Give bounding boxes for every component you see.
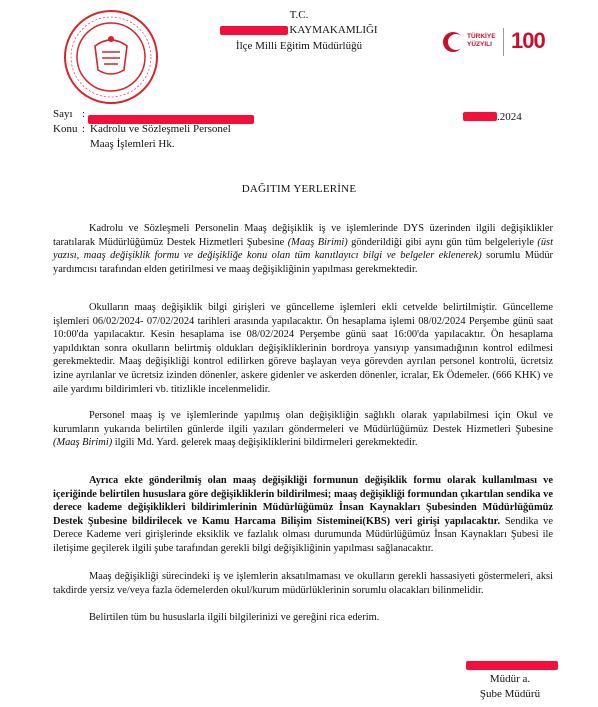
redaction [463, 112, 497, 121]
paragraph-4 [53, 474, 553, 556]
paragraph-5 [53, 570, 553, 597]
p1-text-c: gönderildiği gibi aynı gün tüm belgeleriyle [347, 236, 538, 248]
p4-text-rest: Sendika ve Derece Kademe veri girişlerinde eksiklik ve fazlalık olması durumunda Müdürlüğümüz İnsan Kaynakları Şubesi ile iletişime geçilerek ilgili şube tarafından gerekli bilgi değişikliğinin yapılması sağlanacaktır. [53, 515, 553, 554]
sayi-label: Sayı [53, 108, 73, 120]
paragraph-2 [53, 301, 553, 396]
redaction [220, 26, 288, 35]
logo-text-yuzyili: YÜZYILI [467, 41, 492, 48]
redaction [466, 661, 558, 670]
konu-line2: Maaş İşlemleri Hk. [90, 138, 175, 150]
p5-text: Maaş değişikliği sürecindeki iş ve işlemlerin aksatılmaması ve okulların gerekli hassasiyeti göstermeleri, aksi takdirde yersiz ve/veya fazla ödemelerden okul/kurum müdürlüklerinin sorumlu olacakları bilinmelidir. [53, 571, 553, 596]
header-kaymakamlik-text: KAYMAKAMLIĞI [289, 24, 378, 36]
p1-text-a: Kadrolu ve Sözleşmeli Personelin Maaş değişiklik iş ve işlemlerinde DYS üzerinden ilgili değişiklikler taratılarak Müdürlüğümüz Destek Hizmetleri Şubesine [53, 223, 553, 248]
p3-italic-b: (Maaş Birimi) [53, 437, 113, 449]
distribution-title: DAĞITIM YERLERİNE [241, 183, 357, 195]
konu-line1: Kadrolu ve Sözleşmeli Personel [90, 123, 231, 135]
paragraph-1 [53, 222, 553, 276]
p1-italic-b: (Maaş Birimi) [287, 236, 348, 248]
konu-sep: : [82, 123, 86, 135]
p3-text-a: Personel maaş iş ve işlemlerinde yapılmış olan değişikliğin sağlıklı olarak yapılabilmesi için Okul ve kurumların yukarıda belirtilen günlerde ilgili yazıları göndermeleri ve Müdürlüğümüz Destek Hizmetleri Şubesine [53, 410, 553, 435]
p2-text: Okulların maaş değişiklik bilgi girişleri ve güncelleme işlemleri ekli cetvelde belirtilmiştir. Güncelleme işlemleri 06/02/2024- 07/02/2024 tarihleri arasında yapılacaktır. Ön hesaplama işlemi 08/02/2024 Perşembe günü saat 10:00'da yapılacaktır. Kesin hesaplama ise 08/02/2024 Perşembe günü saat 16:00'da yapılacaktır. Ön hesaplama yapıldıktan sonra okulların belirtmiş oldukları değişikliklerinin bordroya yansıyıp yansımadığının kontrol edilmesi gerekmektedir. Maaş değişikliği kontrol edilirken göreve başlayan veya görevden ayrılan personel kontrolü, ücretsiz izine ayrılanlar ve ücretsiz izinden dönenler, askere gidenler ve askerden dönenler, icralar, Ek Ödemeler. (666 KHK) ve aile yardımı bildirimleri vb. titizlikle incelenmelidir. [53, 302, 553, 395]
p1-text-e: sorumlu Müdür yardımcısı tarafından elden getirilmesi ve maaş değişikliğinin yapılması gerekmektedir. [53, 250, 553, 275]
ministry-seal [62, 8, 160, 106]
p1-italic-d: (üst yazısı, maaş değişiklik formu ve değişikliğe konu olan tüm kanıtlayıcı bilgi ve belgeler eklenerek) [53, 236, 553, 262]
date-suffix: .2024 [497, 111, 522, 123]
logo-100: 100 [511, 28, 545, 53]
header-directorate: İlçe Milli Eğitim Müdürlüğü [235, 40, 363, 52]
sayi-sep: : [82, 108, 86, 120]
p4-bold-text: Ayrıca ekte gönderilmiş olan maaş değişikliği formunun değişiklik formu olarak kullanılması ve içeriğinde belirtilen hususlara göre değişikliklerin bildirilmesi; maaş değişikliği formundan çıkartılan sendika ve derece kademe değişiklikleri bildirimlerinin Müdürlüğümüz İnsan Kaynakları Şubesinden Müdürlüğümüz Destek Şubesine bildirilecek ve Kamu Harcama Bilişim Sisteminei(KBS) veri girişi yapılacaktır. [53, 475, 553, 527]
paragraph-6 [53, 611, 553, 625]
turkiye-yuzyili-logo [441, 28, 571, 58]
konu-label: Konu [53, 123, 78, 135]
p3-text-c: ilgili Md. Yard. gelerek maaş değişikliklerini bildirmeleri gerekmektedir. [112, 437, 418, 449]
p6-text: Belirtilen tüm bu hususlarla ilgili bilgilerinizi ve gereğini rica ederim. [89, 612, 380, 623]
logo-text-turkiye: TÜRKİYE [467, 33, 496, 40]
signature-line-1: Müdür a. [489, 673, 531, 685]
signature-line-2: Şube Müdürü [479, 688, 541, 700]
paragraph-3 [53, 409, 553, 450]
header-tc: T.C. [289, 9, 309, 21]
